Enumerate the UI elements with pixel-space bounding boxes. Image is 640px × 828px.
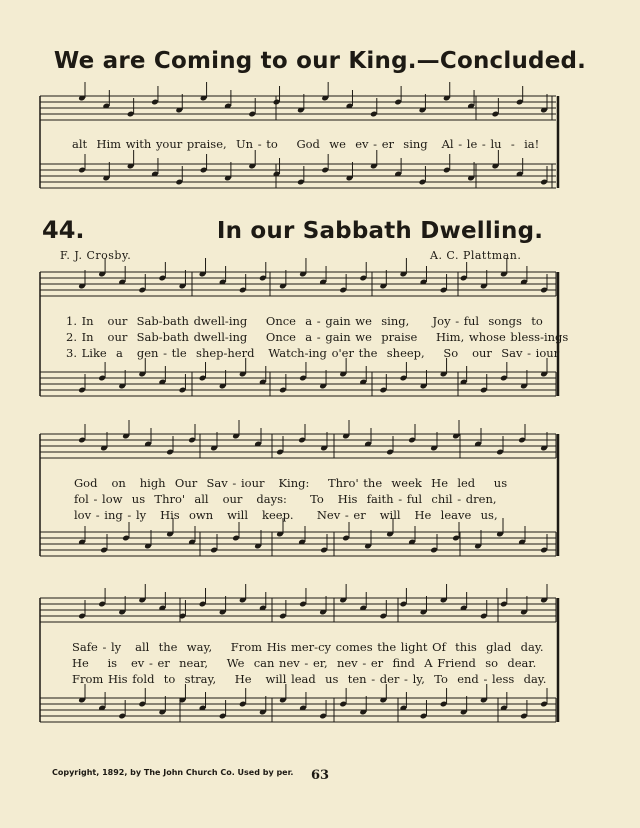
lyric-line: 3. Like a gen - tle shep-herd Watch-ing o'er the sheep, So our Sav - iour [66, 346, 560, 360]
hymn-number: 44. [42, 216, 85, 244]
copyright-notice: Copyright, 1892, by The John Church Co. Used by per. [52, 768, 294, 777]
lyric-line: God on high Our Sav - iour King: Thro' the week He led us [74, 476, 508, 490]
lyric-line: 1. In our Sab-bath dwell-ing Once a - gain we sing, Joy - ful songs to [66, 314, 543, 328]
concluded-title: We are Coming to our King.—Concluded. [53, 48, 587, 74]
lyric-line: 2. In our Sab-bath dwell-ing Once a - gain we praise Him, whose bless-ings [66, 330, 569, 344]
hymn-title: In our Sabbath Dwelling. [216, 218, 544, 244]
composer-credit: A. C. Plattman. [430, 249, 522, 262]
lyric-line: From His fold to stray, He will lead us ten - der - ly, To end - less day. [72, 672, 547, 686]
page-number: 63 [310, 768, 330, 783]
lyric-line: lov - ing - ly His own will keep. Nev - er will He leave us, [74, 508, 498, 522]
author-credit: F. J. Crosby. [60, 249, 132, 262]
lyric-line: He is ev - er near, We can nev - er, nev - er find A Friend so dear. [72, 656, 537, 670]
lyric-line: fol - low us Thro' all our days: To His faith - ful chil - dren, [74, 492, 497, 506]
concluded-lyrics: alt Him with your praise, Un - to God we ev - er sing Al - le - lu - ia! [72, 137, 540, 151]
lyric-line: Safe - ly all the way, From His mer-cy comes the light Of this glad day. [72, 640, 544, 654]
